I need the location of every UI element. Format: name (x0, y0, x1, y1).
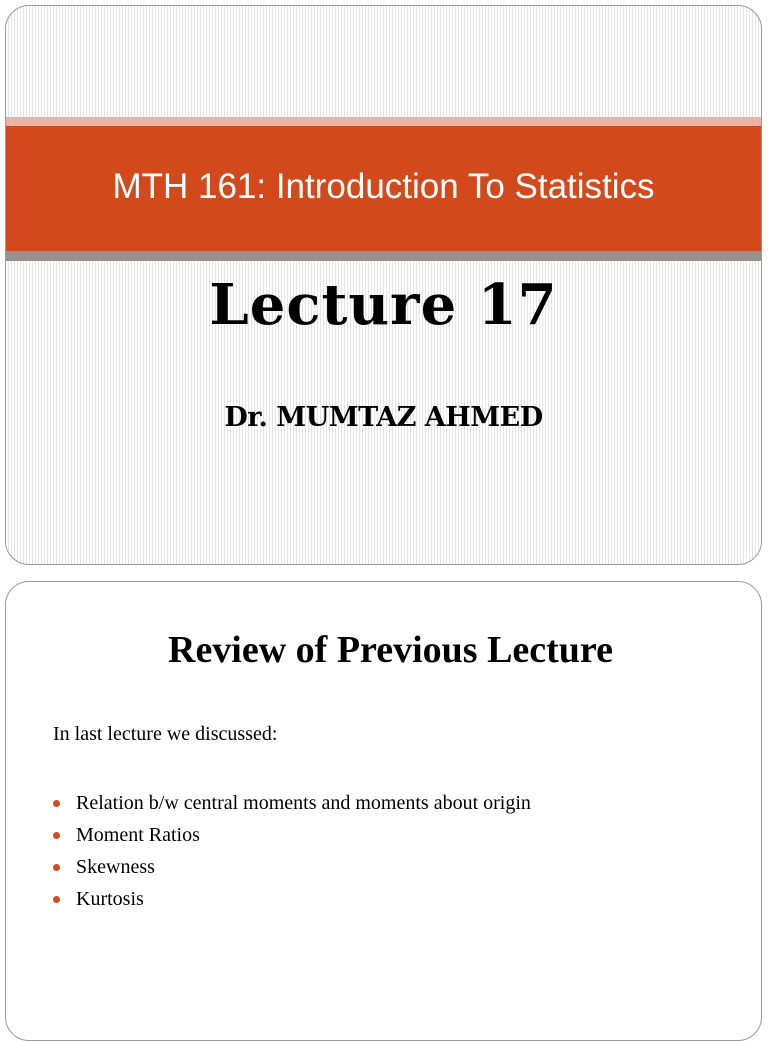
bullet-icon (53, 896, 60, 903)
review-slide (5, 581, 762, 1041)
bullet-icon (53, 832, 60, 839)
list-item-text: Skewness (76, 855, 155, 878)
list-item (53, 787, 531, 819)
list-item-text: Moment Ratios (76, 823, 200, 846)
bullet-list (53, 787, 531, 915)
lecture-title: Lecture 17 (209, 272, 558, 338)
list-item-text: Kurtosis (76, 887, 144, 910)
header-band-bottom-stripe (6, 251, 761, 261)
slide-heading: Review of Previous Lecture (168, 629, 613, 671)
title-slide (5, 5, 762, 565)
list-item (53, 819, 531, 851)
list-item-text: Relation b/w central moments and moments about origin (76, 791, 531, 814)
list-item (53, 883, 531, 915)
bullet-icon (53, 800, 60, 807)
intro-text: In last lecture we discussed: (53, 723, 278, 745)
course-title: MTH 161: Introduction To Statistics (112, 166, 655, 206)
list-item (53, 851, 531, 883)
bullet-icon (53, 864, 60, 871)
header-band (6, 126, 761, 251)
author-name: Dr. MUMTAZ AHMED (224, 402, 543, 433)
header-band-top-stripe (6, 117, 761, 126)
